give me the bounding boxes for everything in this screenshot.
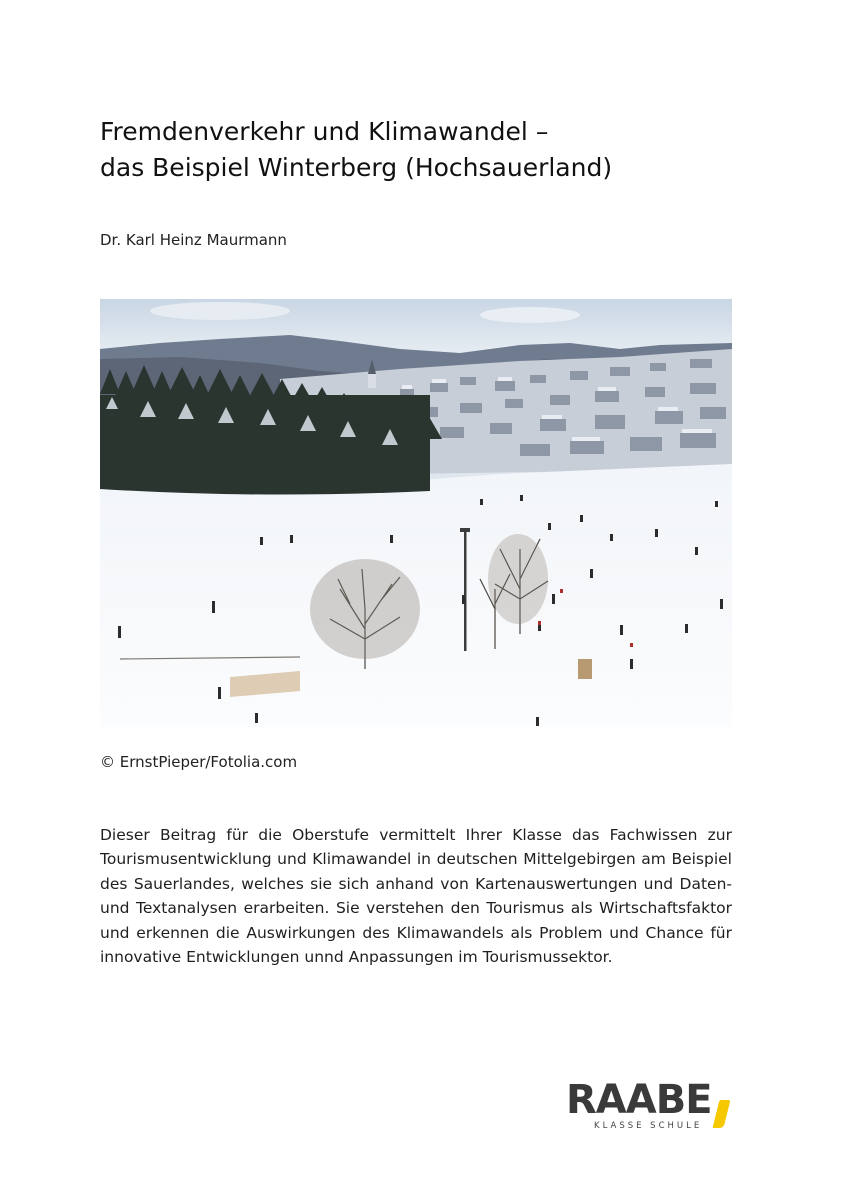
logo-tagline: KLASSE SCHULE [594, 1121, 703, 1131]
logo-wordmark: RAABE [566, 1077, 712, 1123]
raabe-logo [566, 1078, 736, 1138]
title-line-2: das Beispiel Winterberg (Hochsauerland) [100, 153, 613, 182]
logo-comma-mark [713, 1100, 731, 1128]
title-line-1: Fremdenverkehr und Klimawandel – [100, 117, 549, 146]
page-title [100, 114, 740, 186]
winter-landscape-illustration [100, 299, 732, 727]
cover-photo-winterberg [100, 299, 732, 727]
abstract-paragraph: Dieser Beitrag für die Oberstufe vermittelt Ihrer Klasse das Fachwissen zur Tourismusentwicklung und Klimawandel in deutschen Mittelgebirgen am Beispiel des Sauerlandes, welches sie sich anhand von Kartenauswertungen und Daten- und Textanalysen erarbeiten. Sie verstehen den Tourismus als Wirtschaftsfaktor und erkennen die Auswirkungen des Klimawandels als Problem und Chance für innovative Entwicklungen unnd Anpassungen im Tourismussektor. [100, 826, 732, 967]
author-name: Dr. Karl Heinz Maurmann [100, 231, 287, 249]
image-credit: © ErnstPieper/Fotolia.com [100, 753, 298, 771]
